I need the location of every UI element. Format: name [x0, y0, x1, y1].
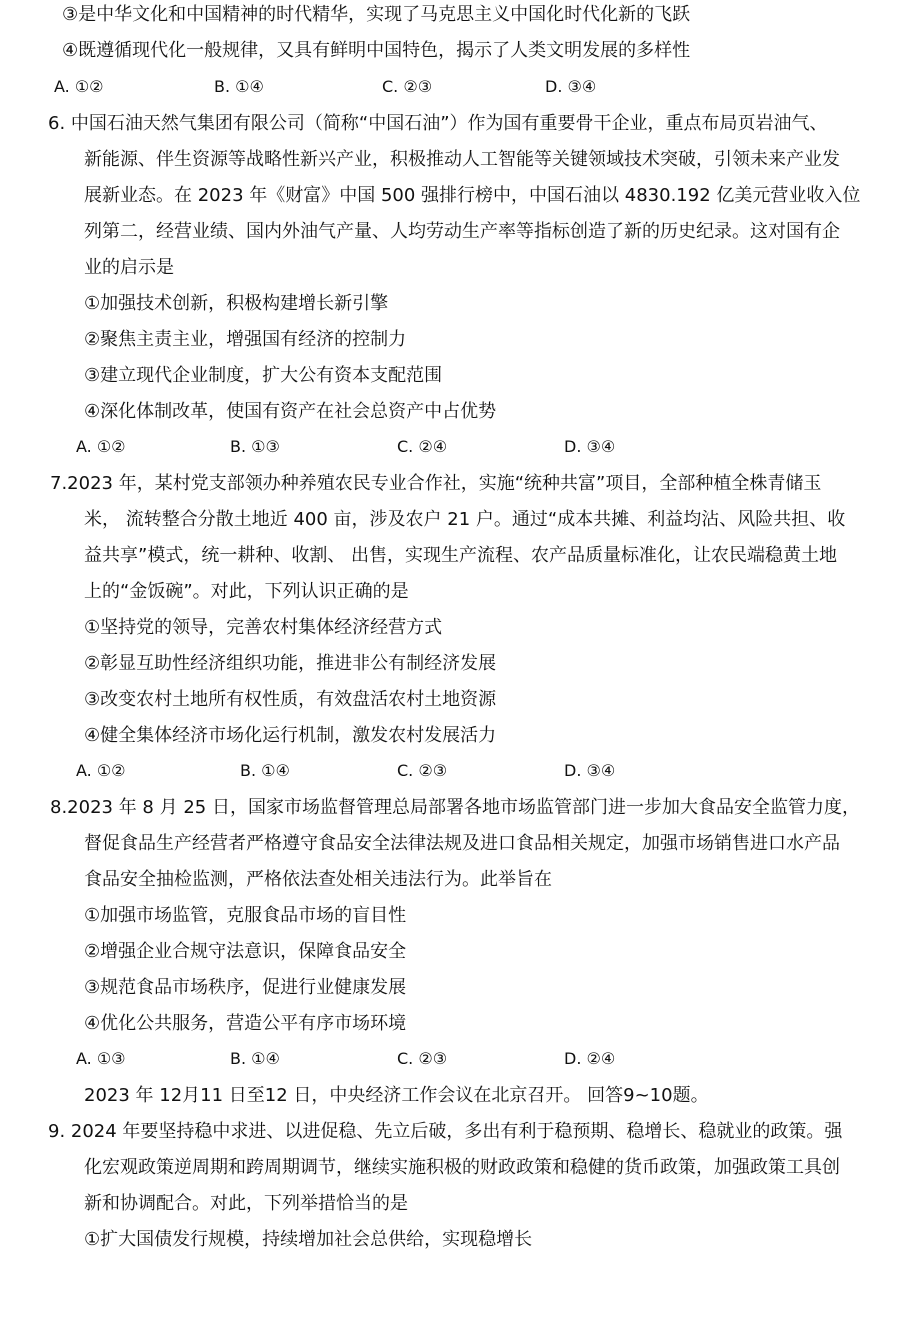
q6-option-3: ③建立现代企业制度，扩大公有资本支配范围: [84, 365, 443, 386]
q5-choice-d: D. ③④: [545, 77, 597, 96]
q7-option-1: ①坚持党的领导，完善农村集体经济经营方式: [84, 617, 443, 638]
q7-choice-d: D. ③④: [564, 761, 616, 780]
q5-option-3: ③是中华文化和中国精神的时代精华，实现了马克思主义中国化时代化新的飞跃: [62, 4, 691, 25]
q9-stem-line-3: 新和协调配合。对此，下列举措恰当的是: [84, 1193, 408, 1214]
q6-stem-line-2: 新能源、伴生资源等战略性新兴产业，积极推动人工智能等关键领域技术突破，引领未来产业发: [84, 149, 840, 170]
q9-option-1: ①扩大国债发行规模，持续增加社会总供给，实现稳增长: [84, 1229, 533, 1250]
q8-stem-line-3: 食品安全抽检监测，严格依法查处相关违法行为。此举旨在: [84, 869, 552, 890]
q7-stem-line-3: 益共享”模式，统一耕种、收割、 出售，实现生产流程、农产品质量标准化，让农民端稳黄土地: [84, 545, 838, 566]
q6-stem-line-5: 业的启示是: [84, 257, 174, 278]
q7-choice-a: A. ①②: [76, 761, 126, 780]
q6-option-2: ②聚焦主责主业，增强国有经济的控制力: [84, 329, 407, 350]
q7-stem-line-2: 米， 流转整合分散土地近 400 亩，涉及农户 21 户。通过“成本共摊、利益均沾、风险共担、收: [84, 509, 846, 530]
q8-choice-a: A. ①③: [76, 1049, 126, 1068]
q5-choice-b: B. ①④: [214, 77, 264, 96]
section-intro: 2023 年 12月11 日至12 日，中央经济工作会议在北京召开。 回答9~10题。: [84, 1085, 709, 1106]
q6-choice-a: A. ①②: [76, 437, 126, 456]
q9-stem-line-2: 化宏观政策逆周期和跨周期调节，继续实施积极的财政政策和稳健的货币政策，加强政策工具创: [84, 1157, 840, 1178]
q7-option-4: ④健全集体经济市场化运行机制，激发农村发展活力: [84, 725, 497, 746]
q6-choice-b: B. ①③: [230, 437, 280, 456]
q6-choice-c: C. ②④: [397, 437, 448, 456]
q6-stem-line-1: 6. 中国石油天然气集团有限公司（简称“中国石油”）作为国有重要骨干企业，重点布局页岩油气、: [48, 113, 828, 134]
q8-stem-line-1: 8.2023 年 8 月 25 日，国家市场监督管理总局部署各地市场监管部门进一步加大食品安全监管力度，: [50, 797, 860, 818]
q8-stem-line-2: 督促食品生产经营者严格遵守食品安全法律法规及进口食品相关规定，加强市场销售进口水产品: [84, 833, 840, 854]
q8-choice-c: C. ②③: [397, 1049, 448, 1068]
q6-option-1: ①加强技术创新，积极构建增长新引擎: [84, 293, 389, 314]
q5-choice-c: C. ②③: [382, 77, 433, 96]
q6-choice-d: D. ③④: [564, 437, 616, 456]
q7-option-2: ②彰显互助性经济组织功能，推进非公有制经济发展: [84, 653, 497, 674]
q8-choice-b: B. ①④: [230, 1049, 280, 1068]
q8-option-2: ②增强企业合规守法意识，保障食品安全: [84, 941, 407, 962]
q6-option-4: ④深化体制改革，使国有资产在社会总资产中占优势: [84, 401, 497, 422]
q7-stem-line-1: 7.2023 年，某村党支部领办种养殖农民专业合作社，实施“统种共富”项目，全部种植全株青储玉: [50, 473, 822, 494]
q7-option-3: ③改变农村土地所有权性质，有效盘活农村土地资源: [84, 689, 497, 710]
q8-option-4: ④优化公共服务，营造公平有序市场环境: [84, 1013, 407, 1034]
q6-stem-line-4: 列第二，经营业绩、国内外油气产量、人均劳动生产率等指标创造了新的历史纪录。这对国有企: [84, 221, 840, 242]
q8-option-1: ①加强市场监管，克服食品市场的盲目性: [84, 905, 407, 926]
q6-stem-line-3: 展新业态。在 2023 年《财富》中国 500 强排行榜中，中国石油以 4830.192 亿美元营业收入位: [84, 185, 861, 206]
q5-choice-a: A. ①②: [54, 77, 104, 96]
q8-option-3: ③规范食品市场秩序，促进行业健康发展: [84, 977, 407, 998]
q9-stem-line-1: 9. 2024 年要坚持稳中求进、以进促稳、先立后破，多出有利于稳预期、稳增长、稳就业的政策。强: [48, 1121, 843, 1142]
q8-choice-d: D. ②④: [564, 1049, 616, 1068]
q7-choice-c: C. ②③: [397, 761, 448, 780]
q5-option-4: ④既遵循现代化一般规律，又具有鲜明中国特色，揭示了人类文明发展的多样性: [62, 40, 691, 61]
q7-stem-line-4: 上的“金饭碗”。对此，下列认识正确的是: [84, 581, 409, 602]
q7-choice-b: B. ①④: [240, 761, 290, 780]
